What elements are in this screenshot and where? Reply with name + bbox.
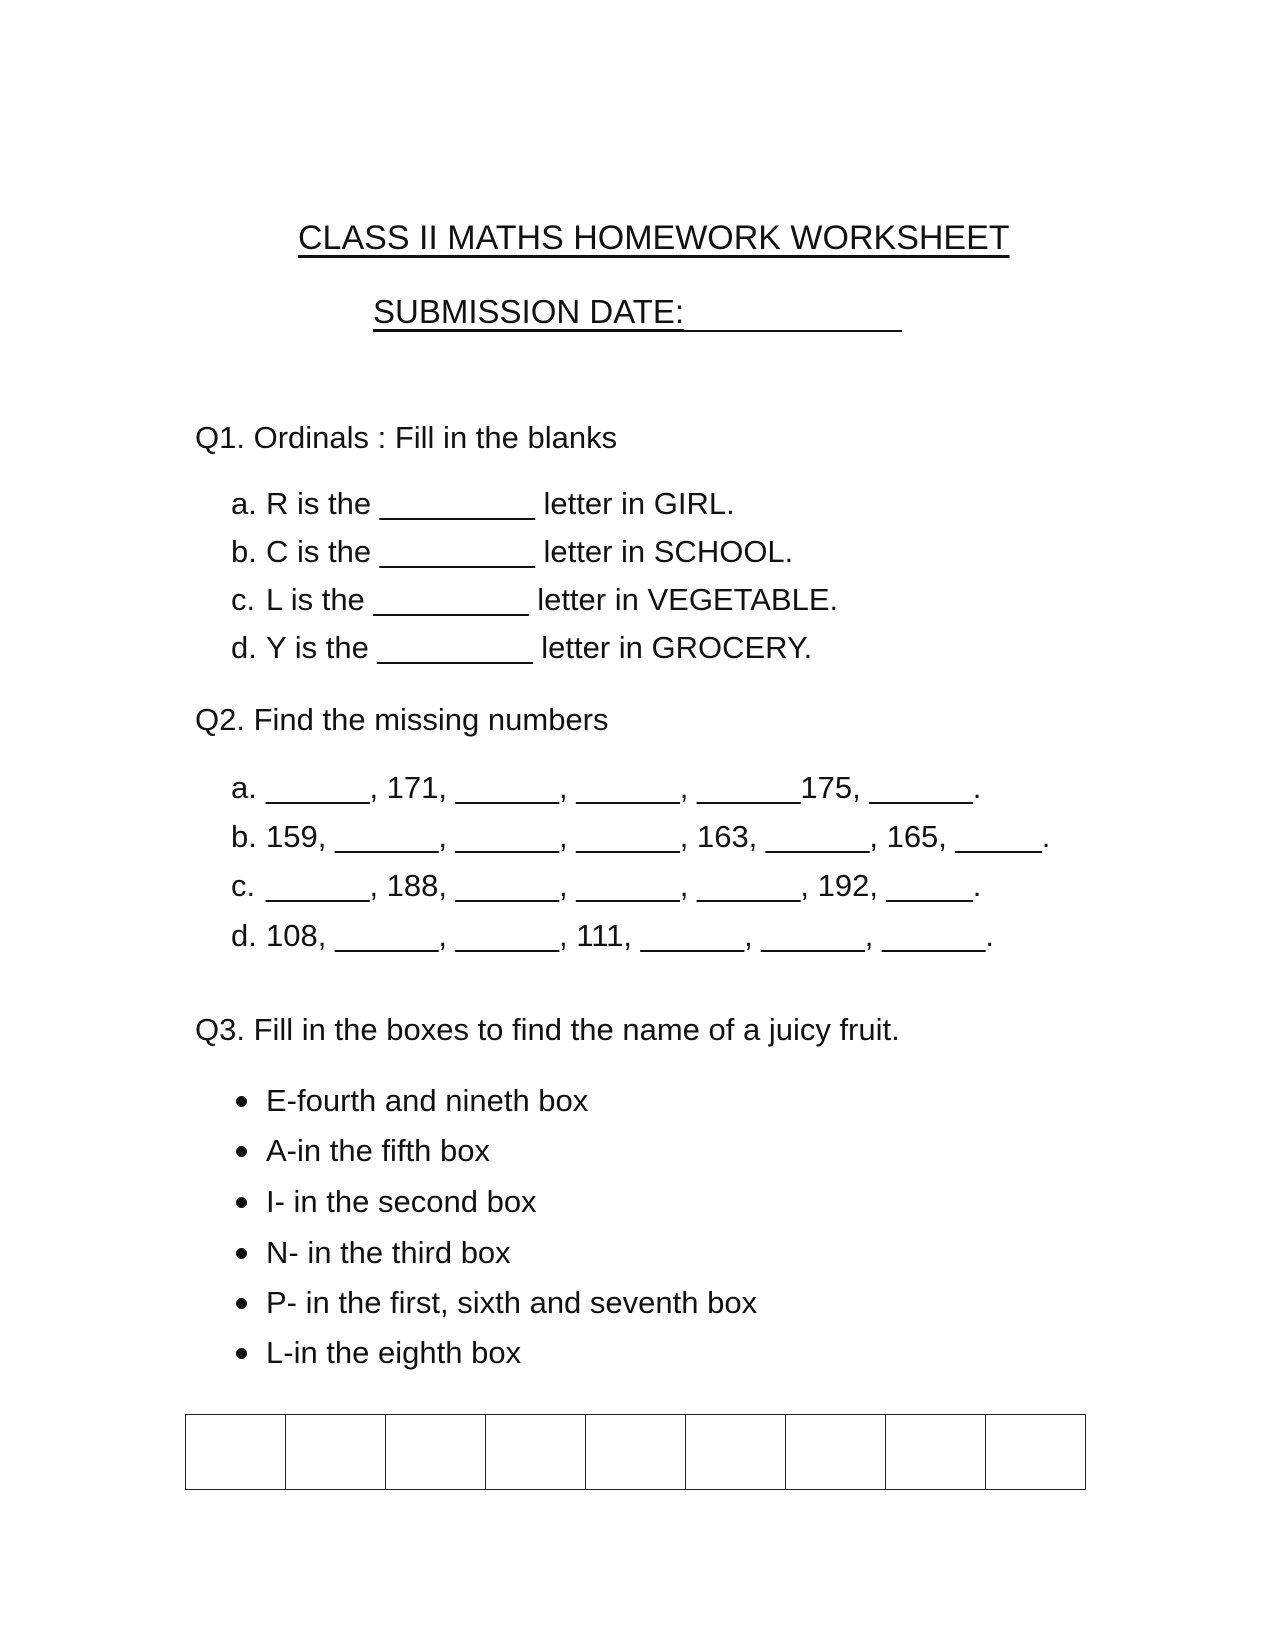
bullet-icon [236,1197,247,1208]
answer-box[interactable] [386,1414,486,1490]
q3-clue: P- in the first, sixth and seventh box [266,1285,758,1320]
answer-box[interactable] [486,1414,586,1490]
q1-item-text[interactable]: Y is the _________ letter in GROCERY. [266,630,813,665]
q3-clue: L-in the eighth box [266,1335,522,1370]
q1-item-label: a. [231,486,257,521]
answer-box[interactable] [686,1414,786,1490]
q2-item-text[interactable]: 108, ______, ______, 111, ______, ______, ______. [266,918,995,953]
answer-box[interactable] [586,1414,686,1490]
bullet-icon [236,1248,247,1259]
q3-clue: A-in the fifth box [266,1133,491,1168]
q1-heading: Q1. Ordinals : Fill in the blanks [195,420,618,455]
submission-date-blank[interactable] [684,330,902,332]
bullet-icon [236,1096,247,1107]
bullet-icon [236,1348,247,1359]
q2-item-text[interactable]: 159, ______, ______, ______, 163, ______, 165, _____. [266,819,1051,854]
q2-heading: Q2. Find the missing numbers [195,702,609,737]
q3-clue: N- in the third box [266,1235,511,1270]
q1-item-label: b. [231,534,257,569]
answer-box[interactable] [286,1414,386,1490]
submission-date [373,290,902,334]
q2-item-label: c. [231,868,256,903]
q3-heading: Q3. Fill in the boxes to find the name of a juicy fruit. [195,1012,900,1047]
q2-item-label: b. [231,819,257,854]
bullet-icon [236,1298,247,1309]
q1-item-text[interactable]: R is the _________ letter in GIRL. [266,486,735,521]
worksheet-title: CLASS II MATHS HOMEWORK WORKSHEET [298,219,1010,257]
q3-clue: I- in the second box [266,1184,537,1219]
submission-date-label: SUBMISSION DATE: [373,293,685,330]
answer-box[interactable] [886,1414,986,1490]
q2-item-text[interactable]: ______, 188, ______, ______, ______, 192, _____. [266,868,982,903]
q2-item-label: d. [231,918,257,953]
q1-item-text[interactable]: C is the _________ letter in SCHOOL. [266,534,794,569]
answer-box[interactable] [786,1414,886,1490]
q1-item-text[interactable]: L is the _________ letter in VEGETABLE. [266,582,839,617]
bullet-icon [236,1146,247,1157]
q2-item-text[interactable]: ______, 171, ______, ______, ______175, ______. [266,770,982,805]
q3-clue: E-fourth and nineth box [266,1083,589,1118]
q2-item-label: a. [231,770,257,805]
answer-box[interactable] [186,1414,286,1490]
answer-box[interactable] [986,1414,1086,1490]
answer-box-row [185,1414,1086,1490]
q1-item-label: c. [231,582,256,617]
q1-item-label: d. [231,630,257,665]
